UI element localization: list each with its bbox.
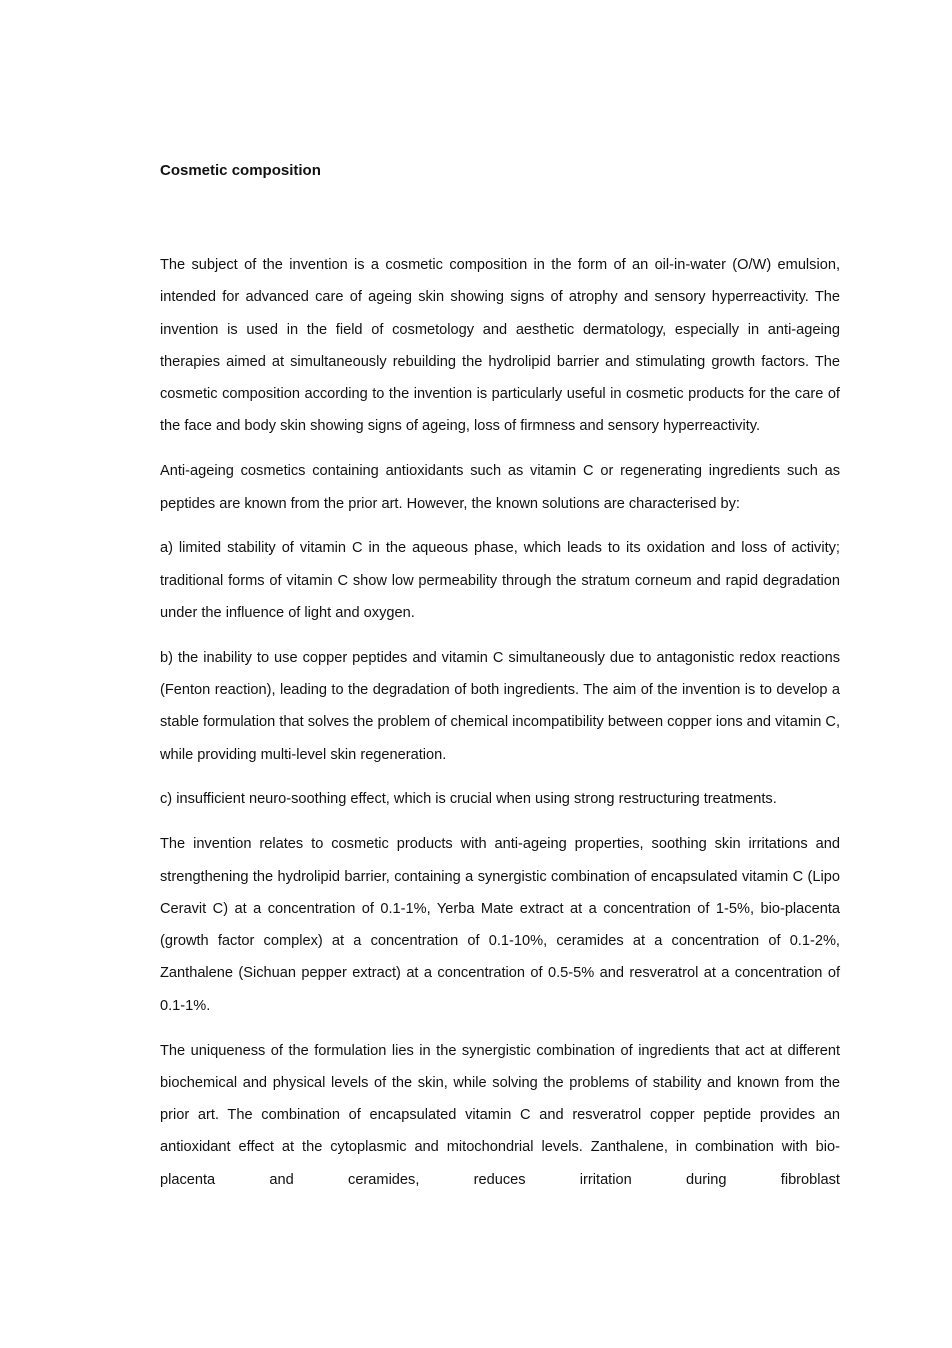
paragraph-invention-subject: The subject of the invention is a cosmetic composition in the form of an oil-in-water (O/W) emulsion, intended for advanced care of ageing skin showing signs of atrophy and sensory hyperreactivity. The invention is used in the field of cosmetology and aesthetic dermatology, especially in anti-ageing therapies aimed at simultaneously rebuilding the hydrolipid barrier and stimulating growth factors. The cosmetic composition according to the invention is particularly useful in cosmetic products for the care of the face and body skin showing signs of ageing, loss of firmness and sensory hyperreactivity. (160, 257, 840, 435)
paragraph-invention-relates: The invention relates to cosmetic products with anti-ageing properties, soothing skin irritations and strengthening the hydrolipid barrier, containing a synergistic combination of encapsulated vitamin C (Lipo Ceravit C) at a concentration of 0.1-1%, Yerba Mate extract at a concentration of 1-5%, bio-placenta (growth factor complex) at a concentration of 0.1-10%, ceramides at a concentration of 0.1-2%, Zanthalene (Sichuan pepper extract) at a concentration of 0.5-5% and resveratrol at a concentration of 0.1-1%. (160, 836, 840, 1014)
paragraph-limitation-b: b) the inability to use copper peptides and vitamin C simultaneously due to antagonistic redox reactions (Fenton reaction), leading to the degradation of both ingredients. The aim of the invention is to develop a stable formulation that solves the problem of chemical incompatibility between copper ions and vitamin C, while providing multi-level skin regeneration. (160, 649, 840, 763)
document-title: Cosmetic composition (160, 162, 321, 179)
paragraph-prior-art: Anti-ageing cosmetics containing antioxidants such as vitamin C or regenerating ingredients such as peptides are known from the prior art. However, the known solutions are characterised by: (160, 463, 840, 512)
document-body (160, 159, 840, 1209)
paragraph-limitation-c: c) insufficient neuro-soothing effect, which is crucial when using strong restructuring treatments. (160, 791, 777, 808)
paragraph-limitation-a: a) limited stability of vitamin C in the aqueous phase, which leads to its oxidation and loss of activity; traditional forms of vitamin C show low permeability through the stratum corneum and rapid degradation under the influence of light and oxygen. (160, 540, 840, 621)
paragraph-uniqueness: The uniqueness of the formulation lies in the synergistic combination of ingredients that act at different biochemical and physical levels of the skin, while solving the problems of stability and known from the prior art. The combination of encapsulated vitamin C and resveratrol copper peptide provides an antioxidant effect at the cytoplasmic and mitochondrial levels. Zanthalene, in combination with bio-placenta and ceramides, reduces irritation during fibroblast (160, 1042, 840, 1188)
